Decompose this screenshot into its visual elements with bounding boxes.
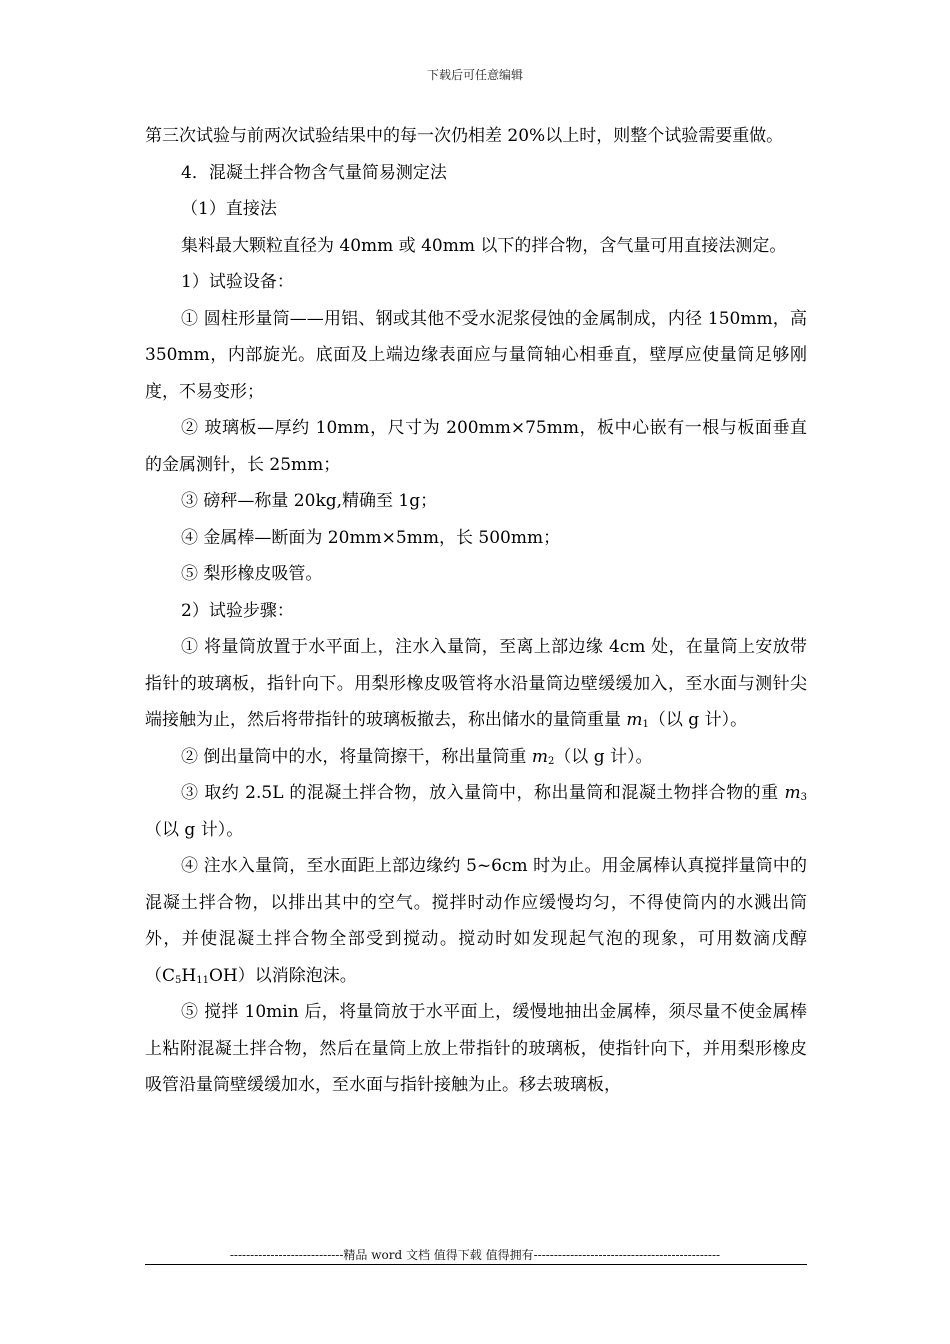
equipment-item-1: ① 圆柱形量筒——用铝、钢或其他不受水泥浆侵蚀的金属制成，内径 150mm，高 350mm，内部旋光。底面及上端边缘表面应与量筒轴心相垂直，壁厚应使量筒足够刚度，不易变形； (145, 308, 807, 402)
equipment-item-2: ② 玻璃板—厚约 10mm，尺寸为 200mm×75mm，板中心嵌有一根与板面垂直的金属测针，长 25mm； (145, 418, 807, 475)
step-4: ④ 注水入量筒，至水面距上部边缘约 5~6cm 时为止。用金属棒认真搅拌量筒中的混凝土拌合物，以排出其中的空气。搅拌时动作应缓慢均匀，不得使筒内的水溅出筒外，并使混凝土拌合物全部受到搅动。搅动时如发现起气泡的现象，可用数滴戊醇$(C_5H_{11}OH)$以消除泡沫。 (145, 856, 807, 986)
page-footer: ----------------------------精品 word 文档 值得下载 值得拥有---------------------------------------------- (229, 1248, 721, 1262)
page-header: 下载后可任意编辑 (426, 68, 523, 82)
step-5: ⑤ 搅拌 10min 后，将量筒放于水平面上，缓慢地抽出金属棒，须尽量不使金属棒上粘附混凝土拌合物，然后在量筒上放上带指针的玻璃板，使指针向下，并用梨形橡皮吸管沿量筒壁缓缓加水，至水面与指针接触为止。移去玻璃板， (145, 1002, 807, 1095)
subsection-heading: （1）直接法 (181, 199, 277, 219)
paragraph-3: 集料最大颗粒直径为 40mm 或 40mm 以下的拌合物，含气量可用直接法测定。 (181, 235, 787, 256)
footer-rule (145, 1264, 807, 1265)
step-3: ③ 取约 2.5L 的混凝土拌合物，放入量筒中，称出量筒和混凝土物拌合物的重 $m_3$（以 g 计）。 (145, 783, 807, 840)
step-2: ② 倒出量筒中的水，将量筒擦干，称出量筒重 $m_2$（以 g 计）。 (181, 746, 653, 767)
steps-heading: 2）试验步骤： (181, 600, 294, 621)
step-1: ① 将量筒放置于水平面上，注水入量筒，至离上部边缘 4cm 处，在量筒上安放带指针的玻璃板，指针向下。用梨形橡皮吸管将水沿量筒边壁缓缓加入，至水面与测针尖端接触为止，然后将带指针的玻璃板撤去，称出储水的量筒重量 $m_1$（以 g 计）。 (145, 637, 807, 730)
section-heading: 4．混凝土拌合物含气量简易测定法 (181, 162, 447, 183)
equipment-item-3: ③ 磅秤—称量 20kg,精确至 1g； (181, 491, 438, 511)
equipment-heading: 1）试验设备： (181, 272, 294, 292)
equipment-item-4: ④ 金属棒—断面为 20mm×5mm，长 500mm； (181, 527, 561, 548)
equipment-item-5: ⑤ 梨形橡皮吸管。 (181, 564, 323, 584)
paragraph-0: 第三次试验与前两次试验结果中的每一次仍相差 20%以上时，则整个试验需要重做。 (145, 126, 784, 146)
document-body (145, 118, 807, 1104)
